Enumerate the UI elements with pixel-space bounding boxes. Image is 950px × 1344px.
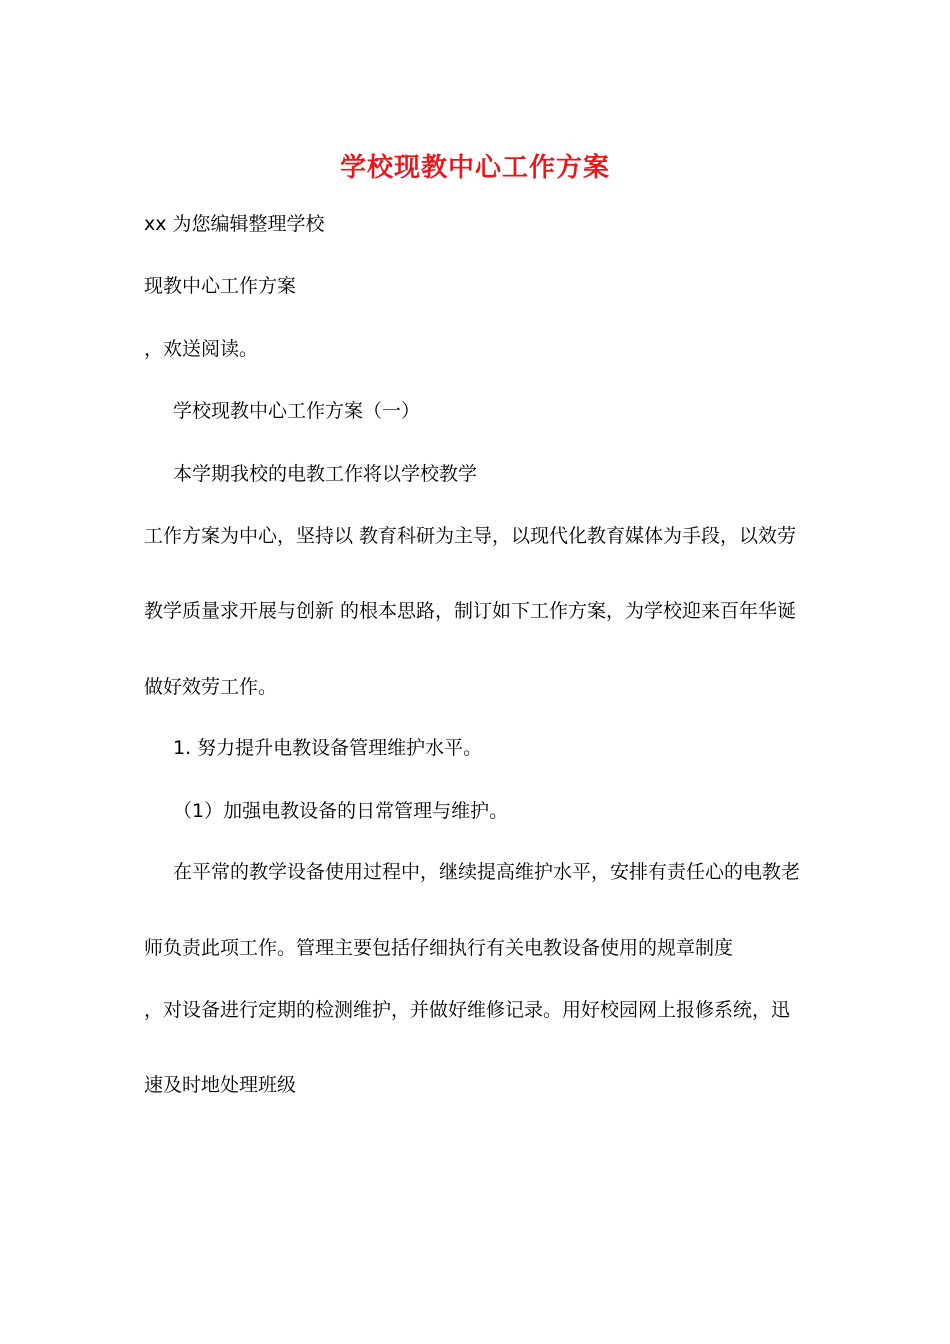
paragraph-2-line-4: 速及时地处理班级 [144,1074,297,1096]
paragraph-line-4: 做好效劳工作。 [144,676,278,698]
section-heading: 学校现教中心工作方案（一） [173,400,421,422]
intro-line-3: ，欢送阅读。 [144,338,259,360]
intro-line-1: xx 为您编辑整理学校 [144,213,325,235]
document-title: 学校现教中心工作方案 [339,153,610,183]
sub-item-1: （1）加强电教设备的日常管理与维护。 [173,800,509,822]
paragraph-2-line-1: 在平常的教学设备使用过程中，继续提高维护水平，安排有责任心的电教老 [173,861,801,883]
paragraph-2-line-3: ，对设备进行定期的检测维护，并做好维修记录。用好校园网上报修系统，迅 [144,999,791,1021]
intro-line-2: 现教中心工作方案 [144,275,297,297]
list-item-1: 1. 努力提升电教设备管理维护水平。 [173,737,483,759]
paragraph-2-line-2: 师负责此项工作。管理主要包括仔细执行有关电教设备使用的规章制度 [144,937,734,959]
paragraph-line-1: 本学期我校的电教工作将以学校教学 [173,463,478,485]
paragraph-line-2: 工作方案为中心，坚持以 教育科研为主导，以现代化教育媒体为手段，以效劳 [144,525,797,547]
paragraph-line-3: 教学质量求开展与创新 的根本思路，制订如下工作方案，为学校迎来百年华诞 [144,600,797,622]
